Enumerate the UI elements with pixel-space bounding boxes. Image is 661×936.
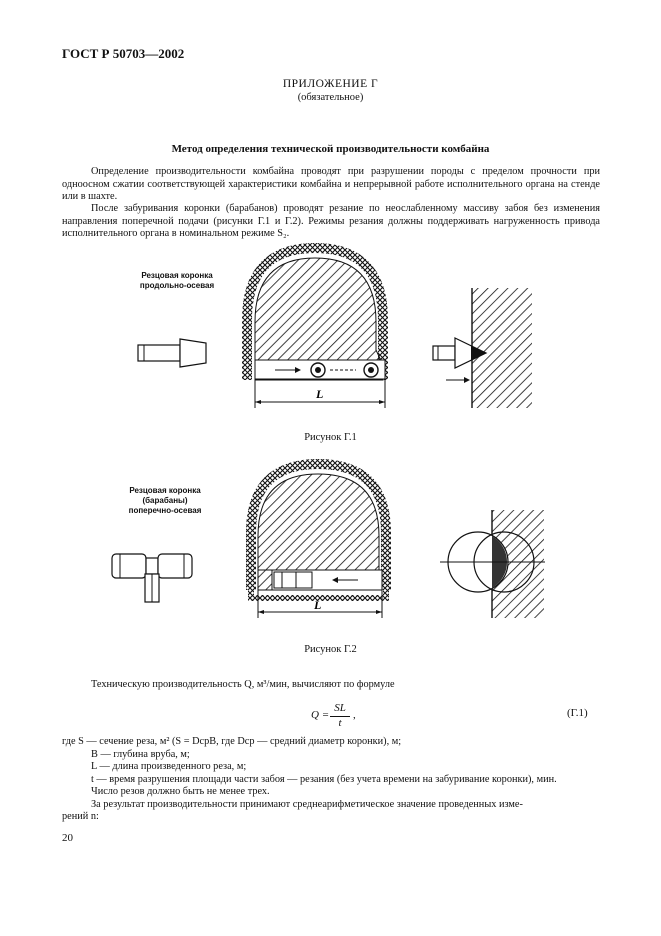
document-header: ГОСТ Р 50703—2002 bbox=[62, 46, 185, 61]
formula-lhs: Q = bbox=[311, 709, 330, 721]
where-line-5: Число резов должно быть не менее трех. bbox=[91, 786, 270, 797]
figure2-label-line3: поперечно-осевая bbox=[128, 506, 202, 515]
figure2-drawing bbox=[100, 458, 560, 628]
section-title: Метод определения технической производительности комбайна bbox=[171, 143, 490, 155]
figure2-caption: Рисунок Г.2 bbox=[304, 644, 357, 655]
appendix-status: (обязательное) bbox=[297, 92, 364, 103]
page-number: 20 bbox=[62, 832, 73, 844]
formula-denominator: t bbox=[338, 717, 342, 729]
formula-numerator: SL bbox=[334, 702, 346, 714]
figure1-label-line1: Резцовая коронка bbox=[141, 271, 213, 280]
where-line-1: где S — сечение реза, м² (S = DсрB, где Dср — средний диаметр коронки), м; bbox=[62, 736, 402, 747]
figure2-crown-left bbox=[112, 554, 192, 602]
formula-number: (Г.1) bbox=[567, 707, 588, 719]
figure2-label-line1: Резцовая коронка bbox=[129, 486, 201, 495]
where-line-6: За результат производительности принимают среднеарифметическое значение проведенных изме- bbox=[91, 799, 523, 810]
where-line-4: t — время разрушения площади части забоя — резания (без учета времени на забуривание коронки), мин. bbox=[91, 774, 557, 785]
where-line-3: L — длина произведенного реза, м; bbox=[91, 761, 247, 772]
where-line-7: рений n: bbox=[62, 811, 99, 822]
figure1-label-line2: продольно-осевая bbox=[139, 281, 215, 290]
figure1-dim-label: L bbox=[316, 387, 324, 401]
paragraph-1: Определение производительности комбайна проводят при разрушении породы с пределом прочности при одноосном сжатии соответствующей характеристики комбайна и непрерывной работе исполнительного органа на стенде или в шахте. bbox=[62, 166, 600, 203]
where-line-2: B — глубина вруба, м; bbox=[91, 749, 190, 760]
figure1-crown-left bbox=[138, 339, 206, 367]
figure1-caption: Рисунок Г.1 bbox=[304, 432, 357, 443]
paragraph-2: После забуривания коронки (барабанов) проводят резание по неослабленному массиву забоя без изменения направления поперечной подачи (рисунки Г.1 и Г.2). Режимы резания должны поддерживать нагруженность привода исполнительного органа в номинальном режиме S₂. bbox=[62, 203, 600, 240]
formula-tail: , bbox=[353, 709, 356, 721]
figure1-drawing bbox=[100, 240, 560, 420]
figure2-dim-label: L bbox=[314, 598, 322, 612]
figure2-label-line2: (барабаны) bbox=[142, 496, 188, 505]
formula-intro: Техническую производительность Q, м³/мин, вычисляют по формуле bbox=[91, 679, 395, 690]
appendix-title: ПРИЛОЖЕНИЕ Г bbox=[282, 78, 379, 90]
